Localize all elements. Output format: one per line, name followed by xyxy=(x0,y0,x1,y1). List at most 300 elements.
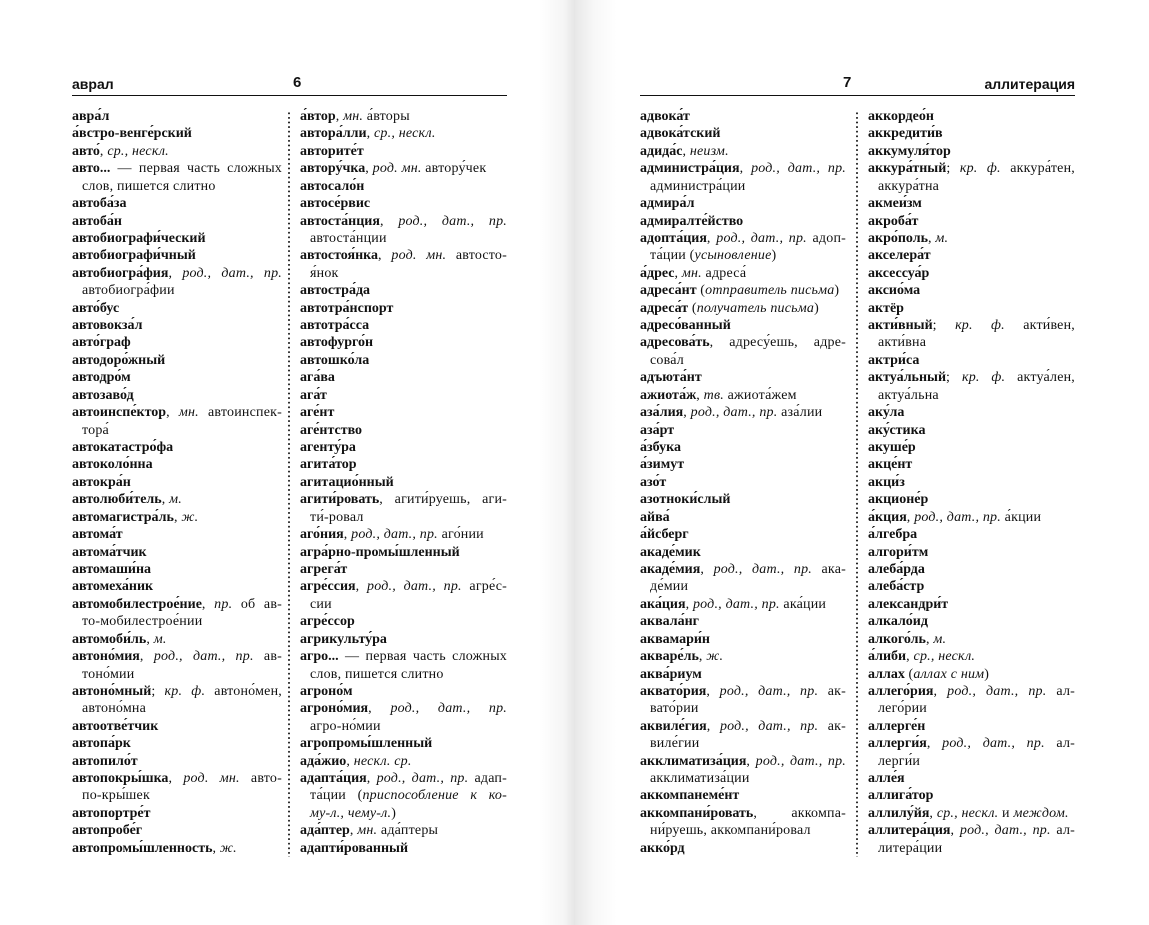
headword: автопило́т xyxy=(72,753,138,769)
italic-note: кр. ф. xyxy=(959,161,1001,177)
headword: адида́с xyxy=(640,143,683,159)
headword: адвока́тский xyxy=(640,126,721,142)
plain-text: я́нок xyxy=(310,265,339,281)
headword: авто́ xyxy=(72,143,100,159)
headword: автобиографи́чный xyxy=(72,248,196,264)
plain-text: и xyxy=(998,805,1014,821)
plain-text: по-кры́шек xyxy=(82,788,150,804)
entry-line xyxy=(72,596,282,613)
entry-line xyxy=(72,456,282,473)
entry-line xyxy=(300,247,507,264)
entry-line xyxy=(868,526,1075,543)
headword: агроно́м xyxy=(300,683,353,699)
entry-continuation-line xyxy=(640,578,846,595)
entry-line xyxy=(300,422,507,439)
plain-text: сии xyxy=(310,596,332,612)
plain-text: тоно́мии xyxy=(82,666,135,682)
plain-text: автору́чек xyxy=(421,161,487,177)
headword: адреса́нт xyxy=(640,283,697,299)
plain-text: , адресу́ешь, адре- xyxy=(709,335,846,351)
plain-text: автоно́мна xyxy=(82,701,147,717)
headword: аккредити́в xyxy=(868,126,943,142)
plain-text: аза́лии xyxy=(777,405,823,421)
headword: алкало́ид xyxy=(868,614,928,630)
headword: агитацио́нный xyxy=(300,474,394,490)
headword: автопа́рк xyxy=(72,736,131,752)
entry-line xyxy=(300,491,507,508)
entry-line xyxy=(72,300,282,317)
headword: адмира́л xyxy=(640,196,695,212)
entry-continuation-line xyxy=(640,178,846,195)
headword: агра́рно-промы́шленный xyxy=(300,544,460,560)
entry-continuation-line xyxy=(868,700,1075,717)
entry-line xyxy=(640,648,846,665)
plain-text: , xyxy=(166,405,179,421)
headword: акко́рд xyxy=(640,840,685,856)
headword: автомоби́ль xyxy=(72,631,147,647)
headword: аксессуа́р xyxy=(868,265,930,281)
entry-continuation-line xyxy=(640,770,846,787)
entry-line xyxy=(72,404,282,421)
entry-line xyxy=(72,265,282,282)
entry-line xyxy=(300,387,507,404)
plain-text: , xyxy=(906,509,915,525)
entry-line xyxy=(868,369,1075,386)
headword: адъюта́нт xyxy=(640,370,702,386)
plain-text: то-мобилестрое́нии xyxy=(82,614,203,630)
headword: аккомпанеме́нт xyxy=(640,788,740,804)
headword: аквала́нг xyxy=(640,614,700,630)
italic-note: кр. ф. xyxy=(164,683,206,699)
entry-line xyxy=(640,282,846,299)
entry-continuation-line xyxy=(72,700,282,717)
headword: акаде́мия xyxy=(640,561,701,577)
headword: аллитера́ция xyxy=(868,823,951,839)
headword: алле́я xyxy=(868,771,905,787)
plain-text: , xyxy=(378,248,392,264)
plain-text: литера́ции xyxy=(878,840,943,856)
plain-text: — первая часть сложных xyxy=(338,649,507,665)
entry-line xyxy=(868,108,1075,125)
entry-line xyxy=(640,718,846,735)
entry-line xyxy=(300,160,507,177)
entry-line xyxy=(300,282,507,299)
entry-line xyxy=(640,544,846,561)
plain-text: а́вторы xyxy=(363,109,410,124)
entry-line xyxy=(72,143,282,160)
italic-note: ср., нескл. xyxy=(374,126,436,142)
plain-text: автоно́мен, xyxy=(205,683,282,699)
plain-text: адреса́ xyxy=(701,265,747,281)
headword: агроно́мия xyxy=(300,701,369,717)
headword: азотноки́слый xyxy=(640,492,731,508)
column-separator xyxy=(288,111,290,857)
plain-text: , xyxy=(926,736,943,752)
plain-text: аго́нии xyxy=(437,527,484,543)
entry-continuation-line xyxy=(300,265,507,282)
italic-note: усыновление xyxy=(694,248,772,264)
plain-text: та́ции ( xyxy=(650,248,695,264)
entry-line xyxy=(300,474,507,491)
italic-note: нескл. ср. xyxy=(353,753,412,769)
plain-text: , xyxy=(933,683,948,699)
entry-continuation-line xyxy=(868,178,1075,195)
plain-text: , xyxy=(706,718,720,734)
headword: ага́ва xyxy=(300,370,335,386)
headword: алеба́стр xyxy=(868,579,925,595)
entry-line xyxy=(640,230,846,247)
plain-text: акти́вен, xyxy=(1004,318,1075,334)
entry-line xyxy=(72,491,282,508)
entry-line xyxy=(868,213,1075,230)
headword: а́йсберг xyxy=(640,527,689,543)
headword: акце́нт xyxy=(868,457,913,473)
dictionary-column-1 xyxy=(640,108,846,857)
headword: актри́са xyxy=(868,352,920,368)
headword: азо́т xyxy=(640,474,667,490)
entry-line xyxy=(868,300,1075,317)
entry-line xyxy=(300,561,507,578)
plain-text: , xyxy=(212,840,220,856)
plain-text: , аккомпа- xyxy=(753,805,846,821)
entry-line xyxy=(640,387,846,404)
entry-line xyxy=(72,125,282,142)
italic-note: род., дат., пр. xyxy=(376,771,469,787)
plain-text: ( xyxy=(696,283,706,299)
italic-note: аллах с ним xyxy=(913,666,985,682)
plain-text: ) xyxy=(834,283,840,299)
entry-continuation-line xyxy=(72,178,282,195)
entry-continuation-line xyxy=(300,596,507,613)
headword: автодоро́жный xyxy=(72,352,166,368)
entry-line xyxy=(868,282,1075,299)
header-rule xyxy=(640,95,1075,96)
plain-text: вато́рии xyxy=(650,701,699,717)
plain-text: ; xyxy=(151,683,165,699)
plain-text: , xyxy=(161,492,170,508)
entry-line xyxy=(72,840,282,857)
plain-text: ни́руешь, аккомпани́ровал xyxy=(650,823,811,839)
italic-note: мн. xyxy=(357,823,378,839)
headword: ада́жио xyxy=(300,753,347,769)
headword: автофурго́н xyxy=(300,335,374,351)
entry-line xyxy=(640,300,846,317)
headword: акро́поль xyxy=(868,230,928,246)
entry-line xyxy=(640,439,846,456)
plain-text: ; xyxy=(932,318,956,334)
entry-continuation-line xyxy=(300,230,507,247)
entry-line xyxy=(640,334,846,351)
entry-line xyxy=(868,578,1075,595)
entry-line xyxy=(72,509,282,526)
plain-text: , xyxy=(682,143,690,159)
plain-text: ; xyxy=(946,161,960,177)
plain-text: слов, пишется слитно xyxy=(82,178,216,194)
headword: ажиота́ж xyxy=(640,387,697,403)
italic-note: м. xyxy=(933,631,947,647)
entry-line xyxy=(868,805,1075,822)
plain-text: , xyxy=(925,631,934,647)
entry-line xyxy=(868,456,1075,473)
entry-line xyxy=(300,770,507,787)
entry-continuation-line xyxy=(640,735,846,752)
italic-note: род., дат., пр. xyxy=(716,230,807,246)
headword: а́втор xyxy=(300,109,336,124)
plain-text: , xyxy=(706,230,717,246)
plain-text: , xyxy=(349,823,358,839)
entry-continuation-line xyxy=(868,753,1075,770)
plain-text: ака- xyxy=(811,561,846,577)
headword: автомеха́ник xyxy=(72,579,154,595)
headword: автостра́да xyxy=(300,283,371,299)
headword: агенту́ра xyxy=(300,440,356,456)
headword: а́встро-венге́рский xyxy=(72,126,192,142)
entry-line xyxy=(300,334,507,351)
headword: аллерге́н xyxy=(868,718,926,734)
entry-line xyxy=(868,631,1075,648)
headword: автотра́сса xyxy=(300,318,370,334)
plain-text: адап- xyxy=(468,771,507,787)
entry-line xyxy=(72,334,282,351)
entry-line xyxy=(640,509,846,526)
italic-note: мн. xyxy=(343,109,364,124)
entry-line xyxy=(868,125,1075,142)
entry-line xyxy=(640,666,846,683)
headword: аквамари́н xyxy=(640,631,710,647)
headword: авто́граф xyxy=(72,335,131,351)
headword: авто́бус xyxy=(72,300,120,316)
entry-line xyxy=(868,509,1075,526)
italic-note: род., дат., пр. xyxy=(351,527,438,543)
plain-text: ) xyxy=(771,248,777,264)
entry-line xyxy=(640,787,846,804)
headword: аккордео́н xyxy=(868,109,934,124)
entry-line xyxy=(640,491,846,508)
italic-note: род., дат., пр. xyxy=(959,823,1051,839)
entry-line xyxy=(72,770,282,787)
entry-line xyxy=(300,648,507,665)
entry-line xyxy=(300,822,507,839)
entry-line xyxy=(640,683,846,700)
plain-text: актуа́льна xyxy=(878,387,939,403)
plain-text: ал- xyxy=(1050,823,1076,839)
plain-text: виле́гии xyxy=(650,736,700,752)
plain-text: , xyxy=(168,265,183,281)
headword: автомобилестрое́ние xyxy=(72,596,202,612)
running-head: аллитерация xyxy=(984,76,1075,92)
entry-line xyxy=(868,561,1075,578)
headword: аллерги́я xyxy=(868,736,927,752)
headword: аза́рт xyxy=(640,422,675,438)
entry-line xyxy=(72,753,282,770)
plain-text: , xyxy=(950,823,960,839)
entry-line xyxy=(868,404,1075,421)
headword: агропромы́шленный xyxy=(300,736,433,752)
italic-note: ж. xyxy=(219,840,237,856)
page-right xyxy=(575,0,1149,925)
plain-text: , xyxy=(379,213,399,229)
entry-line xyxy=(640,160,846,177)
headword: агита́тор xyxy=(300,457,357,473)
plain-text: , xyxy=(366,126,374,142)
entry-line xyxy=(868,770,1075,787)
entry-line xyxy=(72,213,282,230)
italic-note: род., дат., пр. xyxy=(751,161,846,177)
italic-note: ж. xyxy=(181,509,199,525)
entry-line xyxy=(640,561,846,578)
headword: автолюби́тель xyxy=(72,492,162,508)
plain-text: ) xyxy=(984,666,990,682)
entry-line xyxy=(868,544,1075,561)
headword: автотра́нспорт xyxy=(300,300,394,316)
headword: автобиографи́ческий xyxy=(72,230,206,246)
entry-line xyxy=(300,439,507,456)
plain-text: ; xyxy=(946,370,962,386)
entry-line xyxy=(300,178,507,195)
italic-note: род., дат., пр. xyxy=(182,265,282,281)
headword: аккомпани́ровать xyxy=(640,805,754,821)
italic-note: род., дат., пр. xyxy=(690,405,778,421)
italic-note: м. xyxy=(169,492,182,508)
entry-line xyxy=(72,735,282,752)
plain-text: , xyxy=(674,265,682,281)
entry-line xyxy=(868,265,1075,282)
entry-line xyxy=(868,596,1075,613)
headword: автоста́нция xyxy=(300,213,380,229)
entry-line xyxy=(868,422,1075,439)
plain-text: автоста́нции xyxy=(310,230,387,246)
entry-line xyxy=(300,578,507,595)
entry-line xyxy=(868,160,1075,177)
plain-text: актуа́лен, xyxy=(1005,370,1075,386)
headword: автомагистра́ль xyxy=(72,509,174,525)
italic-note: ср., нескл. xyxy=(107,143,169,159)
entry-line xyxy=(72,108,282,125)
entry-line xyxy=(640,213,846,230)
entry-line xyxy=(72,578,282,595)
entry-continuation-line xyxy=(300,509,507,526)
entry-line xyxy=(640,317,846,334)
entry-line xyxy=(72,195,282,212)
entry-line xyxy=(300,631,507,648)
headword: автора́лли xyxy=(300,126,367,142)
entry-line xyxy=(72,352,282,369)
entry-line xyxy=(640,369,846,386)
entry-continuation-line xyxy=(72,666,282,683)
headword: аккумуля́тор xyxy=(868,143,951,159)
plain-text: , xyxy=(739,161,752,177)
headword: автокра́н xyxy=(72,474,131,490)
headword: адресова́ть xyxy=(640,335,710,351)
headword: аллига́тор xyxy=(868,788,934,804)
italic-note: род., дат., пр. xyxy=(398,213,507,229)
entry-continuation-line xyxy=(640,247,846,264)
plain-text: ажиота́жем xyxy=(723,387,797,403)
plain-text: де́мии xyxy=(650,579,689,595)
plain-text: , xyxy=(929,805,937,821)
entry-line xyxy=(640,108,846,125)
entry-line xyxy=(72,544,282,561)
italic-note: род. мн. xyxy=(183,771,240,787)
plain-text: , xyxy=(365,161,373,177)
headword: а́кция xyxy=(868,509,907,525)
entry-line xyxy=(300,108,507,125)
entry-line xyxy=(868,474,1075,491)
headword: адресо́ванный xyxy=(640,318,731,334)
plain-text: ак- xyxy=(818,683,846,699)
headword: аква́риум xyxy=(640,666,702,682)
entry-continuation-line xyxy=(640,700,846,717)
entry-line xyxy=(640,526,846,543)
headword: адапта́ция xyxy=(300,771,367,787)
plain-text: — первая часть сложных xyxy=(110,161,282,177)
headword: автопромы́шленность xyxy=(72,840,213,856)
italic-note: род., дат., пр. xyxy=(947,683,1047,699)
plain-text: ада́птеры xyxy=(377,823,439,839)
headword: а́зимут xyxy=(640,457,685,473)
plain-text: , xyxy=(700,561,714,577)
entry-line xyxy=(640,753,846,770)
entry-line xyxy=(300,300,507,317)
plain-text: акклиматиза́ции xyxy=(650,771,750,787)
entry-continuation-line xyxy=(868,334,1075,351)
headword: автобиогра́фия xyxy=(72,265,169,281)
headword: аллего́рия xyxy=(868,683,934,699)
entry-line xyxy=(868,352,1075,369)
italic-note: тв. xyxy=(703,387,724,403)
entry-line xyxy=(640,422,846,439)
entry-line xyxy=(868,247,1075,264)
plain-text: ак- xyxy=(818,718,846,734)
headword: акроба́т xyxy=(868,213,919,229)
headword: аллах xyxy=(868,666,905,682)
entry-line xyxy=(868,648,1075,665)
headword: аквато́рия xyxy=(640,683,707,699)
italic-note: отправитель письма xyxy=(705,283,835,299)
entry-line xyxy=(72,160,282,177)
plain-text: , xyxy=(346,753,354,769)
plain-text: , xyxy=(683,405,691,421)
entry-line xyxy=(300,125,507,142)
headword: акуше́р xyxy=(868,440,916,456)
plain-text: , xyxy=(355,579,367,595)
plain-text: агре́с- xyxy=(461,579,508,595)
italic-note: пр. xyxy=(214,596,233,612)
headword: автома́тчик xyxy=(72,544,147,560)
plain-text: , xyxy=(173,509,182,525)
headword: аза́лия xyxy=(640,405,684,421)
entry-line xyxy=(868,822,1075,839)
headword: агрикульту́ра xyxy=(300,631,387,647)
plain-text: , xyxy=(343,527,352,543)
entry-line xyxy=(72,648,282,665)
headword: акаде́мик xyxy=(640,544,701,560)
entry-line xyxy=(300,613,507,630)
entry-line xyxy=(72,317,282,334)
entry-continuation-line xyxy=(72,613,282,630)
entry-line xyxy=(868,787,1075,804)
headword: айва́ xyxy=(640,509,670,525)
plain-text: администра́ции xyxy=(650,178,746,194)
entry-line xyxy=(300,213,507,230)
headword: аге́нтство xyxy=(300,422,363,438)
headword: адопта́ция xyxy=(640,230,707,246)
headword: ака́ция xyxy=(640,596,686,612)
headword: аку́стика xyxy=(868,422,926,438)
entry-line xyxy=(300,195,507,212)
entry-line xyxy=(640,613,846,630)
headword: авто... xyxy=(72,161,111,177)
